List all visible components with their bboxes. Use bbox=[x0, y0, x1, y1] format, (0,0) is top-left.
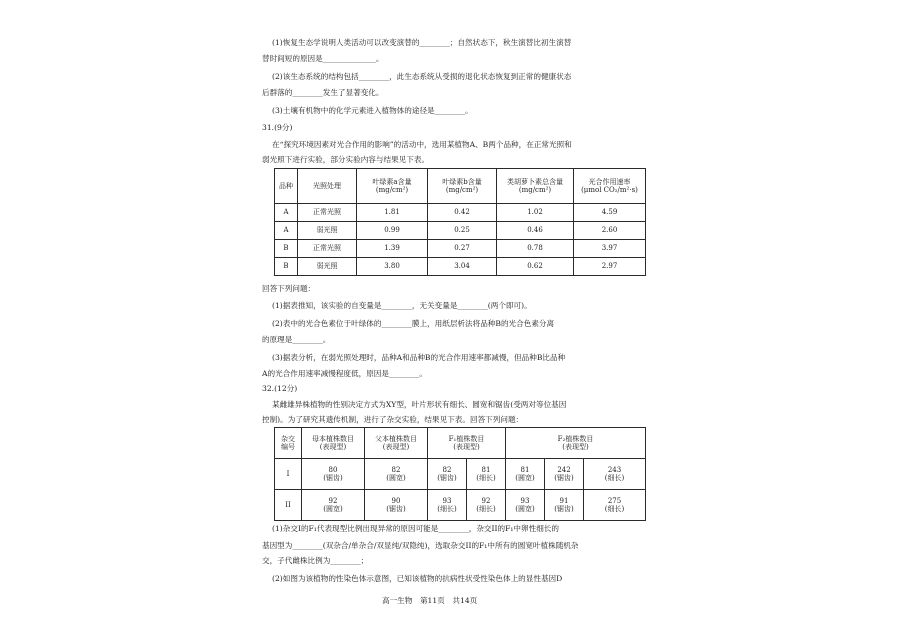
table-header-cell: 父本植株数目 (表现型) bbox=[365, 428, 428, 459]
table-cell: 243 (细长) bbox=[584, 459, 646, 490]
table-cell: 3.80 bbox=[357, 258, 428, 276]
question-number: 32.(12分) bbox=[262, 384, 298, 393]
table-cell: 91 (锯齿) bbox=[545, 490, 584, 521]
paragraph: (2)如图为该植物的性染色体示意图，已知该植物的抗病性状受性染色体上的显性基因D bbox=[272, 574, 563, 583]
table-cell: 4.59 bbox=[574, 204, 646, 222]
table-cell: 弱光照 bbox=[298, 258, 357, 276]
table-header-cell: F₂植株数目 (表现型) bbox=[506, 428, 646, 459]
table-cell: 80 (锯齿) bbox=[302, 459, 365, 490]
table-header-cell: 叶绿素b含量 (mg/cm²) bbox=[428, 169, 497, 204]
table-cell: 93 (圆宽) bbox=[506, 490, 545, 521]
paragraph: (2)表中的光合色素位于叶绿体的________膜上，用纸层析法将品种B的光合色素分离 bbox=[272, 319, 555, 328]
table-cell: 2.97 bbox=[574, 258, 646, 276]
table-cell: II bbox=[275, 490, 302, 521]
table-cell: 81 (细长) bbox=[467, 459, 506, 490]
paragraph: (3)土壤有机物中的化学元素进入植物体的途径是________。 bbox=[272, 106, 473, 115]
table-cell: 0.25 bbox=[428, 222, 497, 240]
table-cell: 82 (圆宽) bbox=[365, 459, 428, 490]
table-header-cell: 类胡萝卜素总含量 (mg/cm²) bbox=[497, 169, 574, 204]
table-cell: I bbox=[275, 459, 302, 490]
table-cell: 90 (锯齿) bbox=[365, 490, 428, 521]
paragraph: 基因型为________(双杂合/单杂合/双显纯/双隐纯)，选取杂交II的F₁中所有的圆宽叶植株随机杂 bbox=[262, 541, 579, 550]
paragraph: 交，子代雌株比例为________； bbox=[262, 556, 369, 565]
table-cell: 0.78 bbox=[497, 240, 574, 258]
table-cell: 3.97 bbox=[574, 240, 646, 258]
table-cell: 1.02 bbox=[497, 204, 574, 222]
table-cell: 93 (细长) bbox=[428, 490, 467, 521]
table-cell: 0.42 bbox=[428, 204, 497, 222]
paragraph: 后群落的________发生了显著变化。 bbox=[262, 88, 384, 97]
table-cell: 81 (圆宽) bbox=[506, 459, 545, 490]
paragraph: 控制)。为了研究其遗传机制，进行了杂交实验，结果见下表。回答下列问题： bbox=[262, 415, 524, 424]
question-number: 31.(9分) bbox=[262, 123, 293, 132]
cross-experiment-table bbox=[274, 427, 646, 521]
table-row bbox=[275, 222, 646, 240]
exam-page bbox=[262, 34, 650, 624]
table-cell: 0.99 bbox=[357, 222, 428, 240]
table-cell: 2.60 bbox=[574, 222, 646, 240]
paragraph: (2)该生态系统的结构包括________，此生态系统从受损的退化状态恢复到正常的健康状态 bbox=[272, 72, 572, 81]
paragraph: A的光合作用速率减慢程度低，原因是________。 bbox=[262, 369, 427, 378]
table-cell: 3.04 bbox=[428, 258, 497, 276]
paragraph: 替时间短的原因是______________。 bbox=[262, 54, 384, 63]
table-cell: 0.62 bbox=[497, 258, 574, 276]
table-cell: 82 (锯齿) bbox=[428, 459, 467, 490]
paragraph: 的原理是________。 bbox=[262, 335, 331, 344]
table-header-row bbox=[275, 428, 646, 459]
table-header-cell: 杂交 编号 bbox=[275, 428, 302, 459]
table-cell: B bbox=[275, 258, 298, 276]
table-cell: 0.46 bbox=[497, 222, 574, 240]
table-cell: 1.81 bbox=[357, 204, 428, 222]
paragraph: 在“探究环境因素对光合作用的影响”的活动中，选用某植物A、B两个品种，在正常光照和 bbox=[272, 140, 572, 149]
table-cell: 1.39 bbox=[357, 240, 428, 258]
table-header-cell: 母本植株数目 (表现型) bbox=[302, 428, 365, 459]
table-row bbox=[275, 490, 646, 521]
table-cell: 弱光照 bbox=[298, 222, 357, 240]
table-header-row bbox=[275, 169, 646, 204]
table-header-cell: 叶绿素a含量 (mg/cm²) bbox=[357, 169, 428, 204]
table-row bbox=[275, 258, 646, 276]
table-cell: 正常光照 bbox=[298, 240, 357, 258]
table-row bbox=[275, 240, 646, 258]
paragraph: (1)恢复生态学说明人类活动可以改变演替的________；自然状态下，秋生演替比初生演替 bbox=[272, 38, 572, 47]
table-cell: 92 (圆宽) bbox=[302, 490, 365, 521]
table-cell: 242 (锯齿) bbox=[545, 459, 584, 490]
paragraph: 弱光照下进行实验，部分实验内容与结果见下表。 bbox=[262, 155, 430, 164]
table-header-cell: 品种 bbox=[275, 169, 298, 204]
table-cell: 92 (细长) bbox=[467, 490, 506, 521]
paragraph: 某雌雄异株植物的性别决定方式为XY型，叶片形状有细长、圆宽和锯齿(受两对等位基因 bbox=[272, 400, 567, 409]
paragraph: (1)据表推知，该实验的自变量是________，无关变量是________(两个即可)。 bbox=[272, 301, 532, 310]
table-row bbox=[275, 459, 646, 490]
table-cell: 正常光照 bbox=[298, 204, 357, 222]
table-row bbox=[275, 204, 646, 222]
table-cell: 0.27 bbox=[428, 240, 497, 258]
table-header-cell: 光照处理 bbox=[298, 169, 357, 204]
table-cell: B bbox=[275, 240, 298, 258]
table-cell: 275 (细长) bbox=[584, 490, 646, 521]
table-header-cell: F₁植株数目 (表现型) bbox=[428, 428, 506, 459]
paragraph: 回答下列问题： bbox=[262, 284, 316, 293]
table-header-cell: 光合作用速率 (μmol CO₂/m²·s) bbox=[574, 169, 646, 204]
paragraph: (3)据表分析，在弱光照处理时，品种A和品种B的光合作用速率都减慢，但品种B比品种 bbox=[272, 353, 566, 362]
page-footer: 高一生物 第11页 共14页 bbox=[382, 596, 478, 605]
photosynthesis-table bbox=[274, 168, 646, 276]
table-cell: A bbox=[275, 204, 298, 222]
paragraph: (1)杂交I的F₁代表现型比例出现异常的原因可能是________，杂交II的F₁中卵性细长的 bbox=[272, 524, 559, 533]
table-cell: A bbox=[275, 222, 298, 240]
